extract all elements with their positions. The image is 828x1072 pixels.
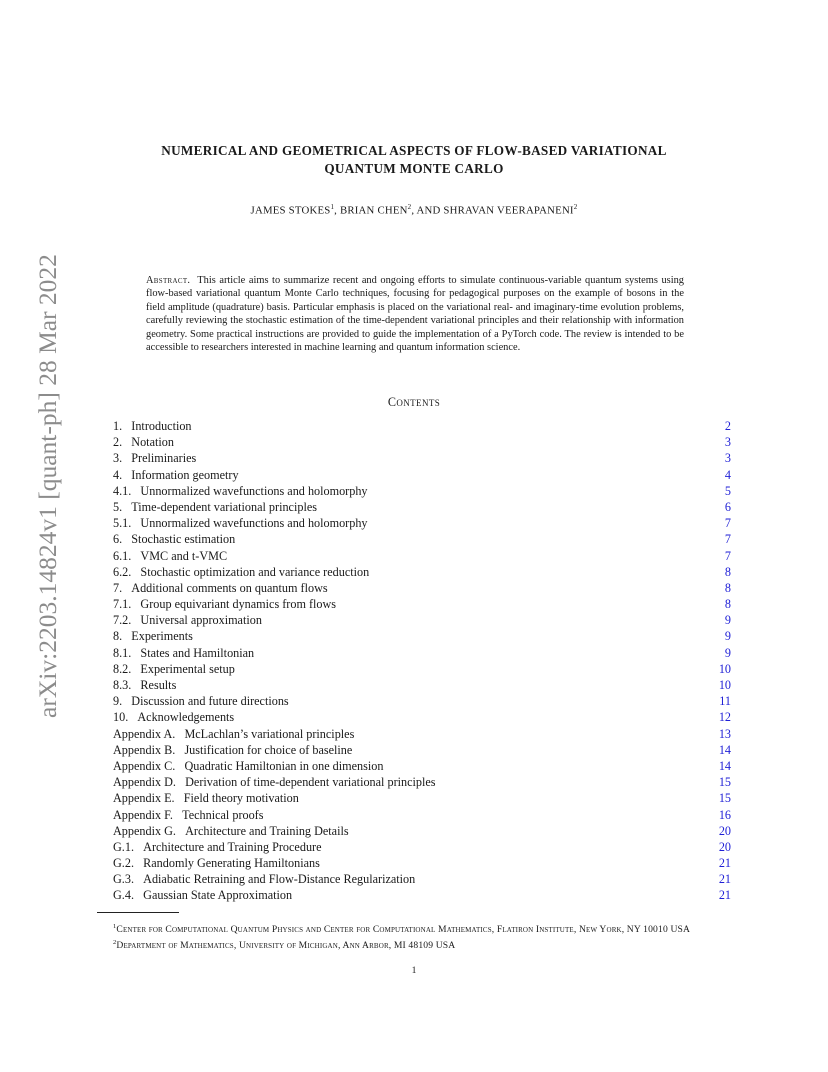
toc-section-number: 8.2. [113, 661, 132, 676]
toc-page-link[interactable]: 15 [718, 791, 731, 806]
toc-section-number: Appendix D. [113, 775, 176, 790]
toc-section-title: Experiments [131, 629, 193, 644]
toc-entry-text [113, 774, 701, 790]
toc-entry-text [113, 807, 701, 823]
footnote-rule [97, 912, 179, 913]
toc-entry[interactable] [113, 887, 731, 903]
toc-section-number: 10. [113, 710, 129, 725]
toc-entry[interactable] [113, 645, 731, 661]
toc-entry[interactable] [113, 709, 731, 725]
toc-entry-text [113, 823, 701, 839]
toc-page-link[interactable]: 3 [724, 451, 731, 466]
toc-section-title: Quadratic Hamiltonian in one dimension [184, 758, 384, 773]
toc-page-link[interactable]: 9 [724, 613, 731, 628]
toc-page-link[interactable]: 14 [718, 742, 731, 757]
toc-section-title: VMC and t-VMC [140, 548, 228, 563]
arxiv-identifier-text: arXiv:2203.14824v1 [quant-ph] 28 Mar 2022 [33, 254, 62, 718]
footnote-2 [97, 936, 731, 952]
toc-section-title: Information geometry [131, 467, 239, 482]
toc-entry[interactable] [113, 807, 731, 823]
toc-page-link[interactable]: 21 [718, 856, 731, 871]
toc-section-number: Appendix E. [113, 791, 175, 806]
toc-gap [173, 808, 182, 822]
toc-section-title: Derivation of time-dependent variational principles [185, 775, 436, 790]
toc-section-number: 6. [113, 532, 123, 547]
toc-entry-text [113, 677, 701, 693]
toc-section-number: 8.3. [113, 678, 132, 692]
toc-page-link[interactable]: 21 [718, 888, 731, 903]
toc-section-number: Appendix G. [113, 823, 176, 838]
toc-page-link[interactable]: 2 [724, 419, 731, 433]
toc-entry[interactable] [113, 855, 731, 871]
toc-entry-text [113, 434, 701, 450]
abstract-text: This article aims to summarize recent and ongoing efforts to simulate continuous-variable quantum systems using flow-based variational quantum Monte Carlo techniques, focusing for pedagogical purposes on the example of bosons in the field amplitude (quadrature) basis. Particular emphasis is placed on the variational real- and imaginary-time evolution problems, carefully reviewing the stochastic estimation of the time-dependent variational principles and their relationship with information geometry. Some practical instructions are provided to guide the implementation of a PyTorch code. The review is intended to be accessible to researchers interested in machine learning and quantum information science. [146, 275, 684, 354]
toc-entry[interactable] [113, 871, 731, 887]
toc-page-link[interactable]: 11 [719, 694, 731, 709]
toc-page-link[interactable]: 3 [724, 435, 731, 450]
footnotes [97, 920, 731, 952]
author-3: , AND SHRAVAN VEERAPANENI [411, 204, 574, 217]
toc-entry[interactable] [113, 596, 731, 612]
toc-section-title: Gaussian State Approximation [143, 888, 293, 903]
toc-section-title: Results [140, 678, 177, 692]
toc-gap [122, 419, 131, 433]
toc-section-number: G.1. [113, 839, 134, 854]
toc-section-title: Experimental setup [140, 661, 235, 676]
toc-entry[interactable] [113, 839, 731, 855]
toc-entry[interactable] [113, 693, 731, 709]
toc-entry[interactable] [113, 580, 731, 596]
toc-section-title: Time-dependent variational principles [131, 499, 317, 514]
toc-gap [176, 775, 185, 789]
toc-section-title: Universal approximation [140, 613, 262, 628]
toc-entry-text [113, 580, 701, 596]
toc-entry[interactable] [113, 726, 731, 742]
toc-section-number: 5. [113, 499, 123, 514]
toc-section-title: Randomly Generating Hamiltonians [143, 856, 320, 871]
toc-entry[interactable] [113, 548, 731, 564]
footnote-2-text: Department of Mathematics, University of Michigan, Ann Arbor, MI 48109 USA [116, 940, 456, 952]
footnote-1 [97, 920, 731, 936]
toc-gap [134, 872, 143, 886]
toc-entry-text [113, 645, 701, 661]
toc-entry[interactable] [113, 418, 731, 434]
title-line-1: NUMERICAL AND GEOMETRICAL ASPECTS OF FLOW-BASED VARIATIONAL [161, 143, 667, 158]
toc-entry[interactable] [113, 823, 731, 839]
toc-page-link[interactable]: 7 [724, 516, 731, 531]
author-2: , BRIAN CHEN [334, 204, 408, 217]
toc-section-number: G.3. [113, 872, 134, 887]
toc-entry[interactable] [113, 774, 731, 790]
toc-page-link[interactable]: 4 [724, 467, 731, 482]
toc-page-link[interactable]: 20 [718, 839, 731, 854]
toc-entry-text [113, 418, 701, 434]
toc-gap [175, 791, 184, 805]
toc-gap [122, 435, 131, 449]
contents-heading: Contents [387, 395, 441, 409]
toc-section-title: Preliminaries [131, 451, 197, 466]
toc-entry-text [113, 628, 701, 644]
toc-section-number: 2. [113, 435, 123, 450]
toc-section-number: 1. [113, 419, 123, 433]
toc-section-number: 6.2. [113, 564, 132, 579]
abstract-label: Abstract. [146, 275, 191, 286]
toc-entry[interactable] [113, 450, 731, 466]
toc-entry-text [113, 450, 701, 466]
toc-page-link[interactable]: 20 [718, 823, 731, 838]
toc-section-title: Field theory motivation [183, 791, 299, 806]
toc-gap [122, 532, 131, 546]
toc-section-title: Discussion and future directions [131, 694, 289, 709]
toc-section-number: 8.1. [113, 645, 132, 660]
toc-section-number: Appendix A. [113, 726, 176, 741]
toc-page-link[interactable]: 8 [724, 580, 731, 595]
toc-entry-text [113, 548, 701, 564]
toc-section-number: 8. [113, 629, 123, 644]
toc-section-title: Architecture and Training Details [185, 823, 349, 838]
toc-page-link[interactable]: 15 [718, 775, 731, 790]
toc-entry-text [113, 531, 701, 547]
toc-entry-text [113, 709, 701, 725]
toc-section-title: Additional comments on quantum flows [131, 580, 328, 595]
toc-entry-text [113, 499, 701, 515]
toc-gap [122, 629, 131, 643]
toc-page-link[interactable]: 21 [718, 872, 731, 887]
toc-entry-text [113, 661, 701, 677]
page-number: 1 [411, 965, 417, 976]
toc-entry[interactable] [113, 483, 731, 499]
toc-section-title: Stochastic estimation [131, 532, 236, 547]
toc-entry[interactable] [113, 564, 731, 580]
toc-section-title: States and Hamiltonian [140, 645, 255, 660]
toc-entry[interactable] [113, 531, 731, 547]
toc-section-title: Adiabatic Retraining and Flow-Distance Regularization [143, 872, 416, 887]
toc-entry-text [113, 693, 701, 709]
toc-section-number: 4. [113, 467, 123, 482]
toc-entry-text [113, 612, 701, 628]
toc-entry-text [113, 855, 701, 871]
toc-section-number: 9. [113, 694, 123, 709]
toc-entry[interactable] [113, 790, 731, 806]
toc-entry-text [113, 467, 701, 483]
toc-entry[interactable] [113, 612, 731, 628]
toc-entry[interactable] [113, 758, 731, 774]
toc-page-link[interactable]: 10 [718, 661, 731, 676]
toc-page-link[interactable]: 10 [718, 678, 731, 692]
toc-entry[interactable] [113, 677, 731, 693]
toc-entry[interactable] [113, 742, 731, 758]
toc-section-number: 6.1. [113, 548, 132, 563]
toc-entry-text [113, 871, 701, 887]
footnote-2-marker: 2 [113, 939, 117, 947]
toc-entry[interactable] [113, 467, 731, 483]
toc-gap [122, 581, 131, 595]
toc-page-link[interactable]: 7 [724, 548, 731, 563]
footnote-1-text: Center for Computational Quantum Physics and Center for Computational Mathematics, Flatiron Institute, New York, NY 10010 USA [116, 924, 691, 936]
toc-entry[interactable] [113, 661, 731, 677]
toc-page-link[interactable]: 5 [724, 483, 731, 498]
toc-section-number: Appendix C. [113, 758, 176, 773]
toc-section-title: Acknowledgements [137, 710, 235, 725]
toc-entry-text [113, 790, 701, 806]
title-line-2: QUANTUM MONTE CARLO [324, 161, 504, 176]
toc-entry-text [113, 887, 701, 903]
toc-entry[interactable] [113, 628, 731, 644]
toc-entry-text [113, 564, 701, 580]
toc-section-number: Appendix F. [113, 807, 173, 822]
toc-section-number: 7. [113, 580, 123, 595]
toc-entry-text [113, 742, 701, 758]
toc-entry-text [113, 758, 701, 774]
toc-entry[interactable] [113, 499, 731, 515]
toc-entry-text [113, 726, 701, 742]
toc-entry[interactable] [113, 515, 731, 531]
toc-entry[interactable] [113, 434, 731, 450]
toc-gap [176, 824, 185, 838]
toc-section-title: Justification for choice of baseline [184, 742, 353, 757]
toc-page-link[interactable]: 8 [724, 564, 731, 579]
toc-entry-text [113, 596, 701, 612]
toc-section-number: Appendix B. [113, 742, 176, 757]
toc-gap [128, 710, 137, 724]
toc-page-link[interactable]: 12 [718, 710, 731, 725]
author-2-affiliation: 2 [407, 203, 412, 211]
toc-page-link[interactable]: 13 [718, 726, 731, 741]
toc-section-number: 7.1. [113, 597, 132, 612]
toc-page-link[interactable]: 6 [724, 499, 731, 514]
toc-gap [134, 840, 143, 854]
toc-section-title: Stochastic optimization and variance reduction [140, 564, 370, 579]
toc-section-title: Unnormalized wavefunctions and holomorphy [140, 516, 368, 531]
toc-section-number: 7.2. [113, 613, 132, 628]
author-3-affiliation: 2 [573, 203, 578, 211]
toc-gap [134, 888, 143, 902]
footnote-1-marker: 1 [113, 923, 117, 930]
toc-section-title: Unnormalized wavefunctions and holomorphy [140, 483, 368, 498]
paper-title [100, 142, 728, 178]
author-1-affiliation: 1 [330, 203, 335, 211]
author-list [100, 203, 728, 217]
toc-section-title: Group equivariant dynamics from flows [140, 597, 337, 612]
toc-page-link[interactable]: 16 [718, 807, 731, 822]
toc-page-link[interactable]: 14 [718, 758, 731, 773]
toc-section-number: 5.1. [113, 516, 132, 531]
toc-entry-text [113, 839, 701, 855]
toc-page-link[interactable]: 9 [724, 645, 731, 660]
author-1: JAMES STOKES [250, 204, 331, 217]
toc-section-title: Technical proofs [182, 807, 264, 822]
toc-section-title: Introduction [131, 419, 192, 433]
toc-section-number: 4.1. [113, 483, 132, 498]
toc-section-title: McLachlan’s variational principles [184, 726, 355, 741]
toc-section-title: Notation [131, 435, 174, 450]
toc-section-title: Architecture and Training Procedure [143, 839, 322, 854]
toc-gap [122, 500, 131, 514]
toc-gap [122, 694, 131, 708]
toc-section-number: 3. [113, 451, 123, 466]
toc-section-number: G.4. [113, 888, 134, 903]
table-of-contents [113, 418, 731, 904]
toc-gap [122, 451, 131, 465]
toc-entry-text [113, 515, 701, 531]
abstract [146, 274, 684, 354]
toc-section-number: G.2. [113, 856, 134, 871]
toc-page-link[interactable]: 7 [724, 532, 731, 547]
toc-gap [134, 856, 143, 870]
toc-gap [122, 468, 131, 482]
toc-page-link[interactable]: 8 [724, 597, 731, 612]
toc-entry-text [113, 483, 701, 499]
toc-page-link[interactable]: 9 [724, 629, 731, 644]
